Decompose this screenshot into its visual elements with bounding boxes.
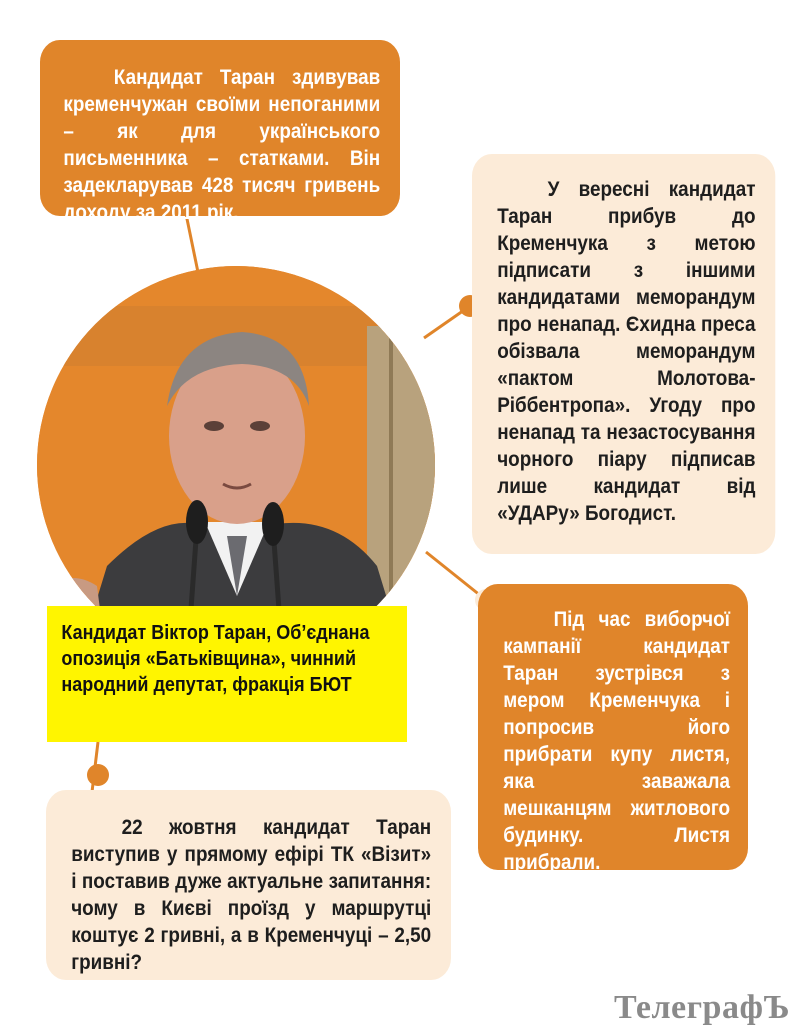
callout-assets (40, 40, 400, 224)
photo-caption: Кандидат Віктор Таран, Об’єднана опозиція «Батьківщина», чинний народний депутат, фракція БЮТ (47, 606, 407, 742)
callout-tv-text: 22 жовтня кандидат Таран виступив у прямому ефірі ТК «Візит» і поставив дуже актуальне запитання: чому в Києві проїзд у маршрутці коштує 2 гривні, а в Кременчуці – 2,50 гривні? (71, 816, 432, 974)
candidate-photo (37, 266, 435, 664)
callout-memorandum-text: У вересні кандидат Таран прибув до Кременчука з метою підписати з іншими кандидатами меморандум про ненапад. Єхидна преса обізвала меморандум «пактом Молотова-Ріббентропа». Угоду про ненапад та незастосування чорного піару підписав лише кандидат від «УДАРу» Богодист. (497, 178, 756, 525)
callout-tv (46, 790, 451, 980)
telegraf-logo: ТелеграфЪ (613, 989, 790, 1026)
callout-assets-text: Кандидат Таран здивував кременчужан своїми непоганими – як для українського письменника – статками. Він задекларував 428 тисяч гривень доходу за 2011 рік. (63, 66, 381, 224)
callout-leaves (478, 584, 748, 874)
callout-memorandum (472, 154, 775, 554)
callout-leaves-text: Під час виборчої кампанії кандидат Таран зустрівся з мером Кременчука і попросив його прибрати купу листя, яка заважала мешканцям житлового будинку. Листя прибрали. (503, 608, 730, 874)
